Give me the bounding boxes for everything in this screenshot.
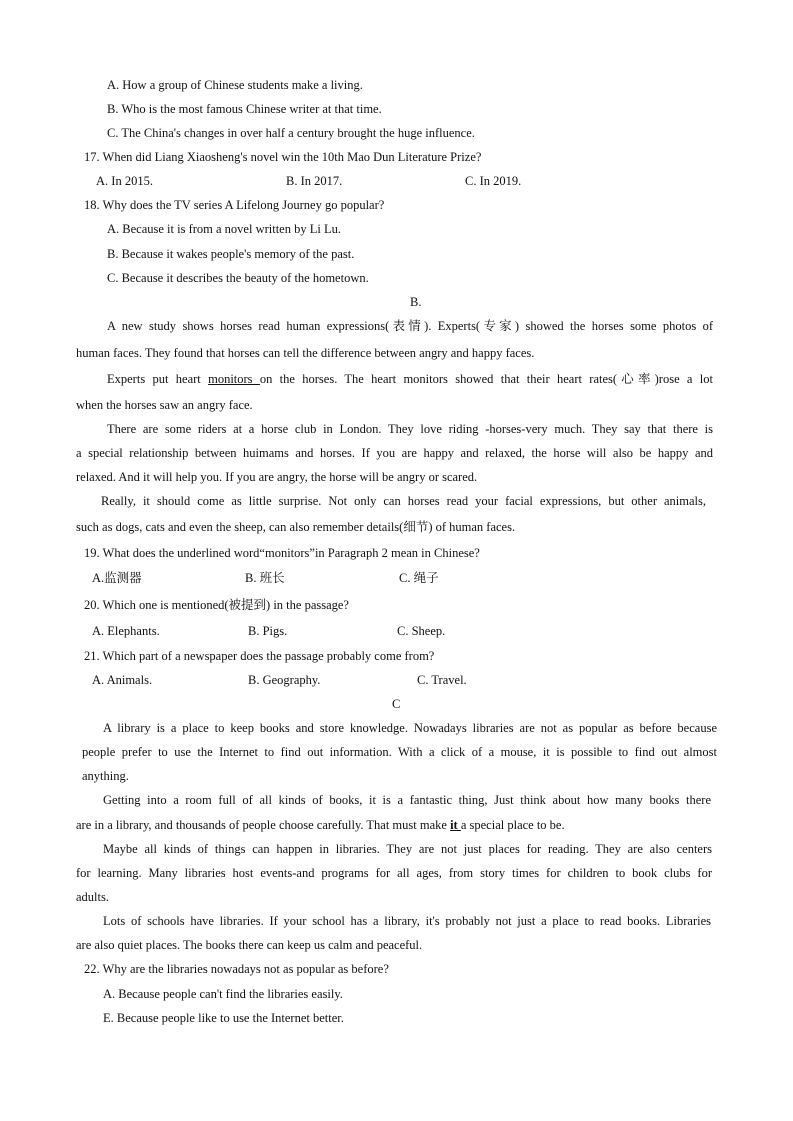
passage-b-p3-line2: a special relationship between huimams and horses. If you are happy and relaxed, the horse will also be happy and bbox=[76, 446, 713, 460]
passage-b-p2-text-pre: Experts put heart bbox=[107, 372, 209, 386]
q22-option-e: E. Because people like to use the Internet better. bbox=[103, 1011, 344, 1025]
q21-option-a: A. Animals. bbox=[92, 673, 153, 687]
question-18: 18. Why does the TV series A Lifelong Journey go popular? bbox=[84, 198, 385, 212]
passage-b-p2-text-post: on the horses. The heart monitors showed that their heart rates(心率)rose a lot bbox=[259, 372, 713, 386]
q18-option-c: C. Because it describes the beauty of the hometown. bbox=[107, 271, 369, 285]
passage-c-p2-line1: Getting into a room full of all kinds of books, it is a fantastic thing, Just think about how many books there bbox=[103, 793, 711, 807]
q19-option-a: A.监测器 bbox=[92, 571, 142, 585]
question-21: 21. Which part of a newspaper does the passage probably come from? bbox=[84, 649, 435, 663]
passage-c-p2-text-pre: are in a library, and thousands of people choose carefully. That must make bbox=[76, 818, 451, 832]
q18-option-b: B. Because it wakes people's memory of the past. bbox=[107, 247, 355, 261]
q16-option-b: B. Who is the most famous Chinese writer at that time. bbox=[107, 102, 382, 116]
passage-b-p1-line1: A new study shows horses read human expressions(表情). Experts(专家) showed the horses some photos of bbox=[107, 319, 713, 333]
passage-b-p3-line1: There are some riders at a horse club in London. They love riding -horses-very much. They say that there is bbox=[107, 422, 713, 436]
q16-option-a: A. How a group of Chinese students make a living. bbox=[107, 78, 363, 92]
passage-c-p2-text-post: a special place to be. bbox=[460, 818, 565, 832]
passage-b-p2-line1 bbox=[107, 371, 713, 387]
question-17: 17. When did Liang Xiaosheng's novel win the 10th Mao Dun Literature Prize? bbox=[84, 150, 482, 164]
q19-option-c: C. 绳子 bbox=[399, 571, 439, 585]
passage-c-p3-line2: for learning. Many libraries host events-and programs for all ages, from story times for children to book clubs for bbox=[76, 866, 712, 880]
passage-c-p1-line2: people prefer to use the Internet to find out information. With a click of a mouse, it is possible to find out almost bbox=[82, 745, 717, 759]
passage-b-p4-line1: Really, it should come as little surprise. Not only can horses read your facial expressions, but other animals, bbox=[101, 494, 706, 508]
bold-word-it: it bbox=[450, 818, 461, 832]
passage-c-p3-line1: Maybe all kinds of things can happen in libraries. They are not just places for reading. They are also centers bbox=[103, 842, 712, 856]
q17-option-b: B. In 2017. bbox=[286, 174, 343, 188]
q20-option-b: B. Pigs. bbox=[248, 624, 288, 638]
passage-b-p3-line3: relaxed. And it will help you. If you are angry, the horse will be angry or scared. bbox=[76, 470, 478, 484]
q20-option-a: A. Elephants. bbox=[92, 624, 160, 638]
q21-option-c: C. Travel. bbox=[417, 673, 467, 687]
section-b-heading: B. bbox=[410, 295, 422, 309]
passage-c-p1-line1: A library is a place to keep books and store knowledge. Nowadays libraries are not as popular as before because bbox=[103, 721, 717, 735]
question-20: 20. Which one is mentioned(被提到) in the passage? bbox=[84, 598, 349, 612]
question-19: 19. What does the underlined word“monitors”in Paragraph 2 mean in Chinese? bbox=[84, 546, 480, 560]
q21-option-b: B. Geography. bbox=[248, 673, 321, 687]
passage-c-p2-line2 bbox=[76, 817, 565, 833]
underlined-word-monitors: monitors bbox=[208, 372, 260, 386]
section-c-heading: C bbox=[392, 697, 401, 711]
passage-c-p4-line2: are also quiet places. The books there can keep us calm and peaceful. bbox=[76, 938, 423, 952]
passage-b-p4-line2: such as dogs, cats and even the sheep, can also remember details(细节) of human faces. bbox=[76, 520, 516, 534]
passage-c-p1-line3: anything. bbox=[82, 769, 129, 783]
q19-option-b: B. 班长 bbox=[245, 571, 285, 585]
q20-option-c: C. Sheep. bbox=[397, 624, 446, 638]
q22-option-a: A. Because people can't find the libraries easily. bbox=[103, 987, 343, 1001]
q17-option-c: C. In 2019. bbox=[465, 174, 522, 188]
passage-b-p2-line2: when the horses saw an angry face. bbox=[76, 398, 253, 412]
passage-c-p3-line3: adults. bbox=[76, 890, 109, 904]
q18-option-a: A. Because it is from a novel written by Li Lu. bbox=[107, 222, 341, 236]
q17-option-a: A. In 2015. bbox=[96, 174, 153, 188]
passage-b-p1-line2: human faces. They found that horses can tell the difference between angry and happy faces. bbox=[76, 346, 535, 360]
passage-c-p4-line1: Lots of schools have libraries. If your school has a library, it's probably not just a place to read books. Libraries bbox=[103, 914, 711, 928]
q16-option-c: C. The China's changes in over half a century brought the huge influence. bbox=[107, 126, 475, 140]
question-22: 22. Why are the libraries nowadays not as popular as before? bbox=[84, 962, 389, 976]
